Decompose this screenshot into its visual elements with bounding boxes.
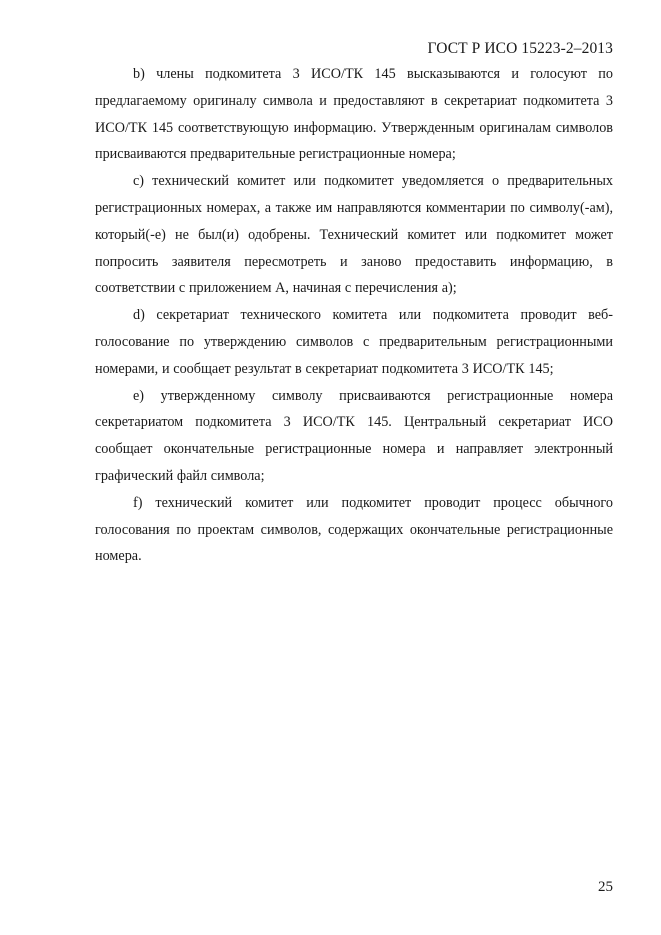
document-body: [95, 61, 613, 570]
list-item-f: f) технический комитет или подкомитет проводит процесс обычного голосования по проектам символов, содержащих окончательные регистрационные номера.: [95, 494, 613, 565]
list-item-c: c) технический комитет или подкомитет уведомляется о предварительных регистрационных номерах, а также им направляются комментарии по символу(-ам), который(-е) не был(и) одобрены. Технический комитет или подкомитет может попросить заявителя пересмотреть и заново предоставить информацию, в соответствии с приложением А, начиная с перечисления а);: [95, 173, 613, 297]
page-number: 25: [598, 879, 613, 895]
list-item-b: b) члены подкомитета 3 ИСО/ТК 145 высказываются и голосуют по предлагаемому оригиналу символа и предоставляют в секретариат подкомитета 3 ИСО/ТК 145 соответствующую информацию. Утвержденным оригиналам символов присваиваются предварительные регистрационные номера;: [95, 66, 613, 163]
list-item-e: e) утвержденному символу присваиваются регистрационные номера секретариатом подкомитета 3 ИСО/ТК 145. Центральный секретариат ИСО сообщает окончательные регистрационные номера и направляет электронный графический файл символа;: [95, 387, 613, 484]
list-item-d: d) секретариат технического комитета или подкомитета проводит веб-голосование по утверждению символов с предварительным регистрационными номерами, и сообщает результат в секретариат подкомитета 3 ИСО/ТК 145;: [95, 307, 613, 377]
document-header: [428, 40, 613, 58]
standard-id: ГОСТ Р ИСО 15223-2–2013: [427, 40, 613, 57]
